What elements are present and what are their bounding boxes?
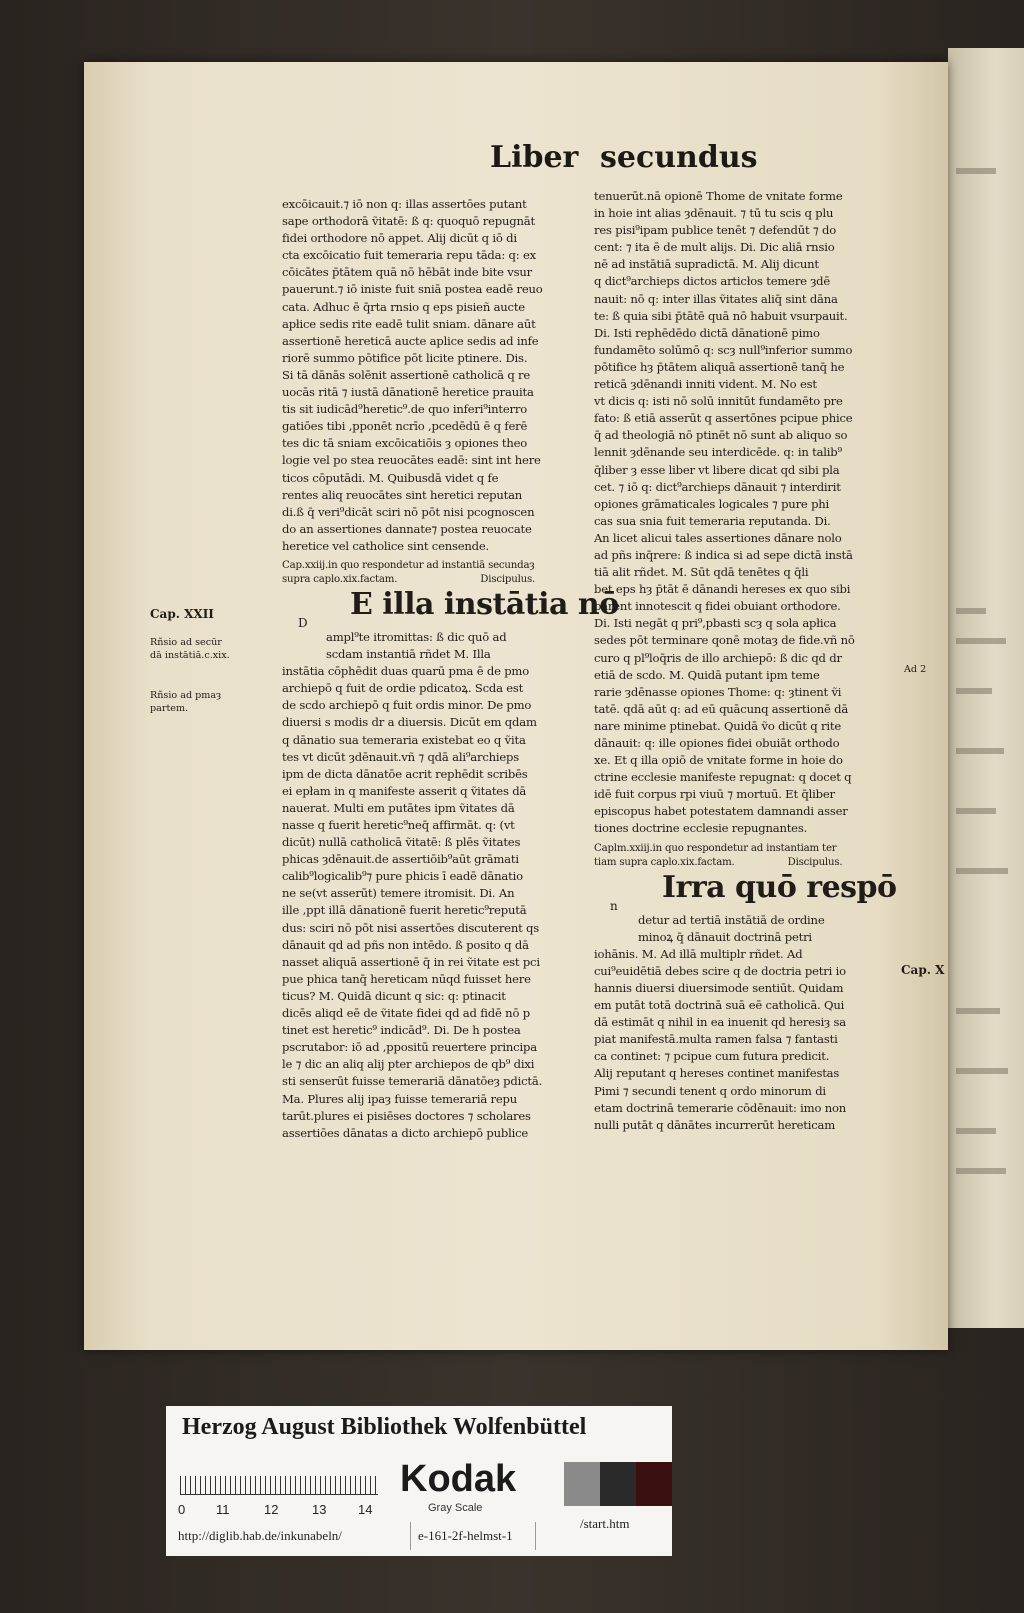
text-line: hannis diuersi diuersimode sentiūt. Quidam (594, 980, 844, 995)
url-base: http://diglib.hab.de/inkunabeln/ (178, 1528, 342, 1543)
text-line: nasse q fuerit heretic⁹neq̄ affirmāt. q: (vt (282, 818, 515, 832)
text-line: dānauit: q: ille opiones fidei obuiāt orthodo (594, 736, 840, 750)
text-line: Ma. Plures alij ipaȝ fuisse temerariā repu (282, 1091, 518, 1106)
chapter-rubric-left (282, 559, 572, 587)
text-line: ipm de dicta dānatōe acrit rephēdit scribēs (282, 766, 528, 781)
text-line: iohānis. M. Ad illā multiplr rñdet. Ad (594, 946, 803, 961)
facing-text-fragment (956, 608, 986, 614)
margin-note-right: Ad 2 (904, 664, 927, 675)
text-line: do an assertiones dannate⁊ postea reuocate (282, 521, 532, 536)
text-line: tatē. qdā aūt q: ad eū quācunq assertionē dā (594, 701, 849, 716)
text-line: nē ad instātiā supradictā. M. Alij dicunt (594, 257, 819, 272)
facing-text-fragment (956, 868, 1008, 874)
text-line: scdam instantiā rñdet M. Illa (326, 647, 491, 662)
text-line: pōtifice hȝ p̄tātem aliquā assertionē tanq̄ he (594, 359, 845, 374)
rubric-speaker: Discipulus. (787, 856, 843, 868)
library-name: Herzog August Bibliothek Wolfenbüttel (182, 1414, 587, 1440)
text-line: apłice sedis rite eadē tulit sniam. dānare aūt (282, 316, 536, 331)
chapter-opening-left (282, 586, 619, 630)
right-lines-before (594, 188, 884, 838)
text-line: tarūt.plures ei pisiēses doctores ⁊ scholares (282, 1108, 531, 1123)
text-line: phicas ȝdēnauit.de assertiōib⁹aūt grāmati (282, 852, 519, 867)
text-line: detur ad tertiā instātiā de ordine (638, 912, 825, 927)
ruler-number: 13 (312, 1502, 327, 1517)
text-line: episcopus habet potestatem damnandi asser (594, 804, 848, 819)
text-line: cent: ⁊ ita ē de mult alijs. Di. Dic aliā rnsio (594, 240, 835, 255)
text-line: idē fuit corpus rpi viuū ⁊ mortuū. Et q̄liber (594, 787, 835, 802)
text-line: di.ß q̄ veri⁹dicāt sciri nō pōt nisi pcognoscen (282, 504, 535, 519)
text-line: fato: ß etiā asserūt q assertōnes pcipue phice (594, 411, 853, 426)
text-line: fidei orthodore nō appet. Alij dicūt q iō di (282, 231, 517, 246)
text-line: dicēs aliqd eē de ṽitate fidei qd ad fidē nō p (282, 1006, 530, 1021)
facing-text-fragment (956, 748, 1004, 754)
header-word-liber: Liber (490, 140, 579, 175)
kodak-logo: Kodak (400, 1458, 517, 1500)
text-line: diuersi s modis dr a diuersis. Dicūt em qdam (282, 715, 537, 730)
text-line: nauerat. Multi em putātes ipm ṽitates dā (282, 800, 515, 815)
text-line: ne se(vt asserūt) temere itromisit. Di. An (282, 886, 515, 901)
left-text-column (282, 196, 619, 1142)
text-line: pue phica tanq̄ hereticam nūqd fuisset here (282, 971, 531, 986)
margin-note-line: dā instātiā.c.xix. (150, 650, 230, 661)
text-line: tes dic tā sniam excōicatiōis ȝ opiones theo (282, 436, 528, 451)
color-calibration-target (166, 1406, 672, 1556)
chapter-heading-large: Irra quō respō (662, 869, 897, 905)
rubric-speaker: Discipulus. (480, 573, 536, 585)
facing-text-fragment (956, 1068, 1008, 1074)
text-line: cui⁹euidētiā debes scire q de doctria petri io (594, 963, 846, 978)
facing-text-fragment (956, 1128, 996, 1134)
running-header (490, 140, 790, 186)
text-line: xe. Et q illa opiō de vnitate forme in hoie do (594, 753, 843, 768)
text-line: An licet alicui tales assertiones dānare nolo (594, 530, 842, 545)
margin-note-line: partem. (150, 703, 189, 714)
text-line: nare minime ptinebat. Quidā ṽo dicūt q rite (594, 718, 841, 733)
gray-patch-light (564, 1462, 600, 1506)
chapter-opening-right (594, 869, 897, 913)
text-line: logie vel po stea reuocātes eadē: sint int here (282, 453, 541, 468)
chapter-rubric-right (594, 842, 884, 870)
left-indented-lines (282, 629, 572, 663)
text-line: ca continet: ⁊ pcipue cum futura predicit. (594, 1049, 830, 1064)
text-line: pscrutabor: iō ad ,ppositū reuertere principa (282, 1040, 537, 1055)
chapter-heading-large: E illa instātia nō (350, 586, 619, 622)
text-line: pauerunt.⁊ iō iniste fuit sniā postea eadē reuo (282, 282, 543, 297)
text-line: cet. ⁊ iō q: dict⁹archieps dānauit ⁊ interdirit (594, 479, 841, 494)
text-line: le ⁊ dic an aliq alij pter archiepos de qb⁹ dixi (282, 1057, 535, 1072)
rubric-ref: supra caplo.xix.factam. (282, 573, 398, 585)
left-lines-before (282, 196, 572, 555)
url-shelfmark: e-161-2f-helmst-1 (418, 1528, 513, 1543)
header-word-secundus: secundus (600, 140, 758, 175)
text-line: ctrine ecclesie manifeste repugnat: q docet q (594, 770, 852, 785)
text-line: rarie ȝdēnasse opiones Thome: q: ȝtinent ṽi (594, 684, 842, 699)
text-line: parent innotescit q fidei obuiant orthodore. (594, 599, 841, 614)
text-line: excōicauit.⁊ iō non q: illas assertōes putant (282, 197, 527, 211)
text-line: q dānatio sua temeraria existebat eo q ṽita (282, 732, 526, 747)
ruler-tick-mask (180, 1464, 378, 1476)
rubric-ref: tiam supra caplo.xix.factam. (594, 856, 735, 868)
text-line: gatiōes tibi ,pponēt ncrīo ,pcedēdū ē q ferē (282, 419, 528, 434)
text-line: calib⁹logicalib⁹⁊ pure phicis ī eadē dānatio (282, 869, 523, 884)
ruler-number: 0 (178, 1502, 186, 1517)
text-line: sedes pōt terminare qonē motaȝ de fide.vñ nō (594, 633, 855, 648)
text-line: etiā de scdo. M. Quidā putant ipm teme (594, 667, 820, 682)
guide-letter: n (610, 898, 618, 913)
text-line: rentes aliq reuocātes sint heretici reputan (282, 487, 523, 502)
text-line: reticā ȝdēnandi inniti vident. M. No est (594, 377, 817, 392)
text-line: tiones doctrine ecclesie repugnantes. (594, 821, 808, 836)
text-line: sti senserūt fuisse temerariā dānatōeȝ pdictā. (282, 1074, 543, 1089)
left-lines-after (282, 663, 572, 1142)
text-line: nasset aliquā assertionē q̄ in rei ṽitate est pci (282, 954, 540, 969)
text-line: curo q pl⁹loq̄ris de illo archiepō: ß dic qd dr (594, 650, 842, 665)
text-line: tiā alit rñdet. M. Sūt qdā tenētes q q̄li (594, 565, 809, 580)
right-lines-after (594, 946, 884, 1134)
text-line: heretice vel catholice sint censende. (282, 538, 490, 553)
text-line: instātia cōphēdit duas quarū pma ē de pmo (282, 664, 530, 679)
text-line: tenuerūt.nā opionē Thome de vnitate forme (594, 189, 843, 203)
text-line: tis sit iudicād⁹heretic⁹.de quo inferi⁹interro (282, 402, 528, 417)
text-line: cas sua snia fuit temeraria reputanda. Di. (594, 513, 831, 528)
text-line: archiepō q fuit de ordie pdicatoꝝ. Scda est (282, 681, 524, 696)
text-line: nauit: nō q: inter illas ṽitates aliq̄ sint dāna (594, 291, 838, 306)
ruler-number: 14 (358, 1502, 373, 1517)
text-line: Pimi ⁊ secundi tenent q ordo minorum di (594, 1083, 826, 1098)
text-line: tinet est heretic⁹ indicād⁹. Di. De h postea (282, 1023, 521, 1038)
text-line: minoꝝ q̄ dānauit doctrinā petri (638, 929, 812, 944)
text-line: ad pñs inq̄rere: ß indica si ad sepe dictā instā (594, 547, 853, 562)
text-line: cōicātes p̄tātem quā nō hēbāt inde bite vsur (282, 265, 532, 280)
text-line: piat manifestā.multa ramen falsa ⁊ fantasti (594, 1032, 838, 1047)
text-line: q̄ ad theologiā nō ptinēt nō sunt ab aliquo so (594, 428, 848, 443)
text-line: dā estimāt q nihil in ea inuenit qd heresiȝ sa (594, 1015, 846, 1030)
text-line: in hoie int alias ȝdēnauit. ⁊ tū tu scis q plu (594, 206, 834, 221)
rubric-line (282, 573, 572, 587)
margin-chapter-number-left: Cap. XXII (150, 607, 214, 621)
text-line: ticos cōputādi. M. Quibusdā videt q fe (282, 470, 499, 485)
text-line: riorē summo pōtifice pōt licite ptinere. Dis. (282, 350, 528, 365)
gray-scale-label: Gray Scale (428, 1502, 483, 1514)
facing-text-fragment (956, 168, 996, 174)
text-line: ei epłam in q manifeste asserit q ṽitates dā (282, 783, 527, 798)
text-line: tes vt dicūt ȝdēnauit.vñ ⁊ qdā ali⁹archieps (282, 749, 520, 764)
text-line: Si tā dānās solēnit assertionē catholicā q re (282, 367, 531, 382)
ruler-number: 11 (216, 1502, 230, 1517)
rubric-line: Cap.xxiij.in quo respondetur ad instantiā secundaȝ (282, 559, 535, 571)
text-line: uocās ritā ⁊ iustā dānationē heretice prauita (282, 385, 534, 400)
text-line: q dict⁹archieps dictos articłos temere ȝdē (594, 274, 831, 289)
margin-note-line: Rñsio ad pmaȝ (150, 690, 222, 701)
text-line: sape orthodorā ṽitatē: ß q: quoquō repugnāt (282, 214, 535, 229)
text-line: Di. Isti rephēdēdo dictā dānationē pimo (594, 325, 820, 340)
text-line: fundamēto solūmō q: scȝ null⁹inferior summo (594, 342, 853, 357)
text-line: res pisi⁹ipam publice tenēt ⁊ defendūt ⁊ do (594, 223, 836, 238)
text-line: Alij reputant q hereses continet manifestas (594, 1066, 840, 1081)
text-line: assertionē hereticā aucte aplice sedis ad infe (282, 333, 539, 348)
guide-letter: D (298, 615, 308, 630)
facing-text-fragment (956, 1168, 1006, 1174)
ruler-number: 12 (264, 1502, 279, 1517)
rubric-line: Caplm.xxiij.in quo respondetur ad instantiam ter (594, 842, 837, 854)
text-line: nulli putāt q dānātes incurrerūt hereticam (594, 1117, 836, 1132)
color-patch-maroon (636, 1462, 672, 1506)
facing-text-fragment (956, 638, 1006, 644)
text-line: dicūt) nullā catholicā ṽitatē: ß plēs ṽitates (282, 835, 521, 850)
text-line: Di. Isti negāt q pri⁹,pbasti scȝ q sola apłica (594, 616, 837, 631)
right-indented-lines (594, 912, 884, 946)
text-line: opiones grāmaticales logicales ⁊ pure phi (594, 496, 830, 511)
text-line: dānauit qd ad pñs non intēdo. ß posito q dā (282, 937, 529, 952)
text-line: dus: sciri nō pōt nisi assertōes discuterent qs (282, 920, 540, 935)
text-line: de scdo archiepō q fuit ordis minor. De pmo (282, 698, 532, 713)
rubric-line (594, 856, 884, 870)
text-line: vt dicis q: isti nō solū innitūt fundamēto pre (594, 394, 843, 409)
text-line: cata. Adhuc ē q̄rta rnsio q eps pisieñ aucte (282, 299, 525, 314)
text-line: assertiōes dānatas a dicto archiepō publice (282, 1125, 529, 1140)
text-line: te: ß quia sibi p̄tātē quā nō habuit vsurpauit. (594, 308, 848, 323)
text-line: lennit ȝdēnande seu interdicēde. q: in talib⁹ (594, 445, 842, 460)
facing-text-fragment (956, 808, 996, 814)
gray-patch-dark (600, 1462, 636, 1506)
right-text-column (594, 188, 897, 1134)
text-line: ticus? M. Quidā dicunt q sic: q: ptinacit (282, 988, 506, 1003)
text-line: q̄liber ȝ esse liber vt libere dicat qd sibi pla (594, 462, 840, 477)
facing-text-fragment (956, 1008, 1000, 1014)
margin-chapter-number-right: Cap. X (901, 963, 945, 977)
text-line: bet eps hȝ p̄tāt ē dānandi hereses ex quo sibi (594, 582, 851, 597)
text-line: em putāt totā doctrinā suā eē catholicā. Qui (594, 998, 845, 1013)
text-line: ampl⁹te itromittas: ß dic quō ad (326, 629, 507, 644)
text-line: etam doctrinā temerarie cōdēnauit: imo non (594, 1100, 847, 1115)
url-suffix: /start.htm (580, 1516, 630, 1531)
margin-note-line: Rñsio ad secūr (150, 637, 222, 648)
text-line: cta excōicatio fuit temeraria repu tāda: q: ex (282, 248, 536, 263)
text-line: ille ,ppt illā dānationē fuerit heretic⁹reputā (282, 903, 527, 918)
facing-page-edge (948, 48, 1024, 1328)
facing-text-fragment (956, 688, 992, 694)
